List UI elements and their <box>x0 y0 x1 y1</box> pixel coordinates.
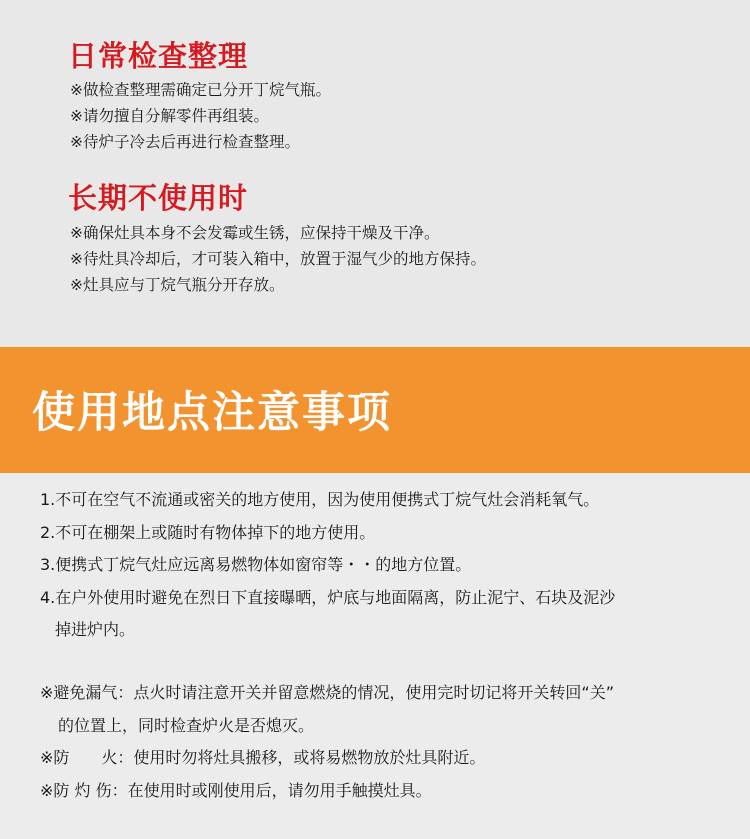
list-item: ※做检查整理需确定已分开丁烷气瓶。 <box>70 81 331 99</box>
list-item-continued <box>40 614 615 647</box>
care-section <box>0 0 750 347</box>
note-item: ※防 灼 伤：在使用时或刚使用后，请勿用手触摸灶具。 <box>40 780 432 800</box>
note-item: ※防 火：使用时勿将灶具搬移，或将易燃物放於灶具附近。 <box>40 748 486 767</box>
daily-check-list <box>70 77 331 155</box>
note-item: ※避免漏气：点火时请注意开关并留意燃烧的情况，使用完时切记将开关转回“关” <box>40 683 614 702</box>
list-item: 1.不可在空气不流通或密关的地方使用，因为使用便携式丁烷气灶会消耗氧气。 <box>40 490 600 509</box>
list-item: 4.在户外使用时避免在烈日下直接曝晒，炉底与地面隔离，防止泥宁、石块及泥沙 <box>40 587 616 607</box>
list-item: 2.不可在棚架上或随时有物体掉下的地方使用。 <box>40 522 376 542</box>
list-item: ※确保灶具本身不会发霉或生锈，应保持干燥及干净。 <box>70 224 440 242</box>
list-item: ※待炉子冷去后再进行检查整理。 <box>70 133 300 151</box>
location-list <box>40 484 615 647</box>
long-term-title: 长期不使用时 <box>68 181 249 215</box>
safety-notes <box>40 677 614 807</box>
location-banner <box>0 347 750 473</box>
list-item: ※请勿擅自分解零件再组装。 <box>70 107 269 125</box>
note-continuation: 的位置上，同时检查炉火是否熄灭。 <box>58 715 315 735</box>
daily-check-title: 日常检查整理 <box>68 39 249 73</box>
list-item: 3.便携式丁烷气灶应远离易燃物体如窗帘等・・的地方位置。 <box>40 555 472 574</box>
list-item-continuation: 掉进炉内。 <box>55 620 136 639</box>
location-title: 使用地点注意事项 <box>32 388 392 438</box>
long-term-list <box>70 220 486 298</box>
list-item: ※待灶具冷却后，才可装入箱中，放置于湿气少的地方保持。 <box>70 250 486 268</box>
location-section <box>0 473 750 839</box>
note-item-continued <box>40 710 614 743</box>
list-item: ※灶具应与丁烷气瓶分开存放。 <box>70 276 285 294</box>
